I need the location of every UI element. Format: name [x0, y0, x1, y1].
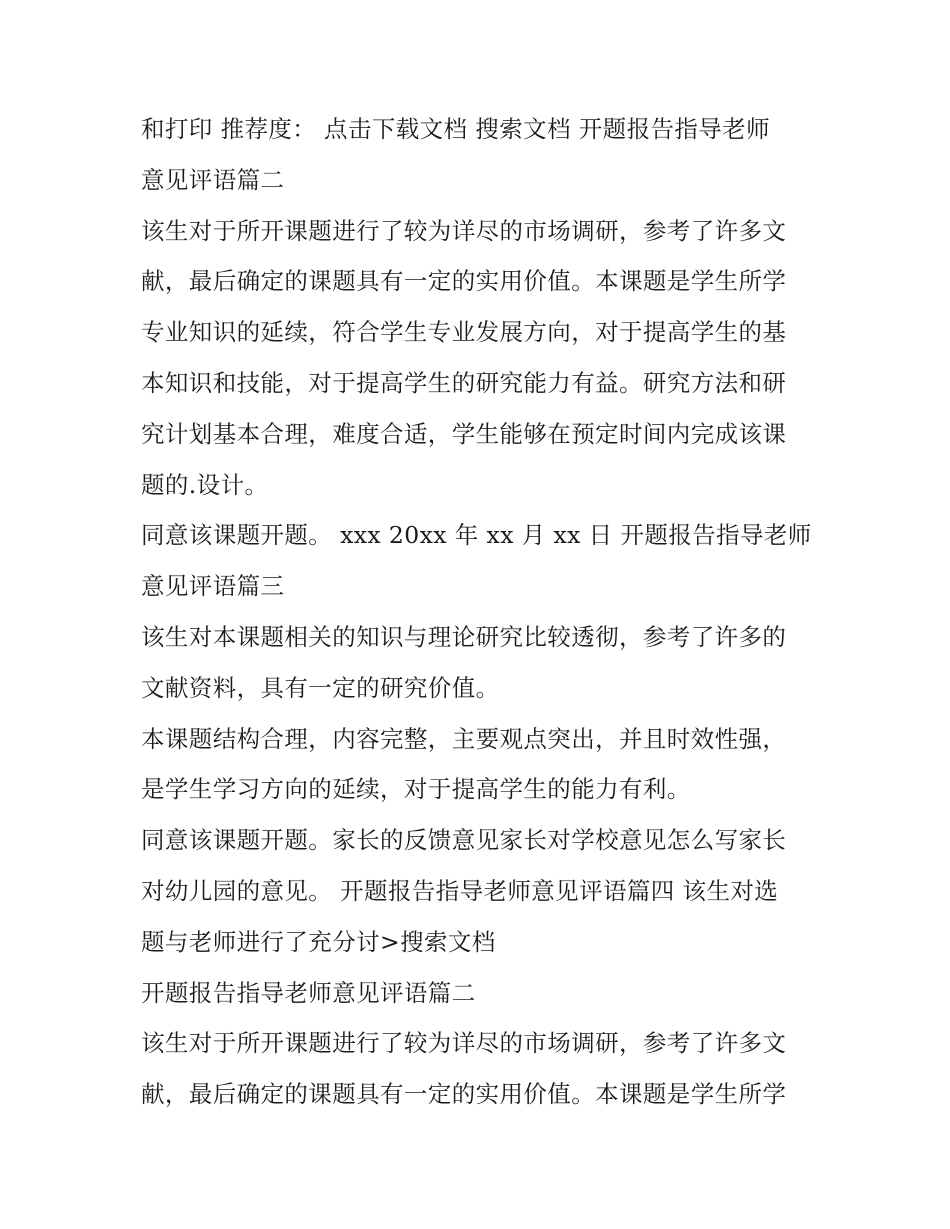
text-line: 专业知识的延续，符合学生专业发展方向，对于提高学生的基: [141, 318, 787, 347]
text-line: 该生对于所开课题进行了较为详尽的市场调研，参考了许多文: [141, 1029, 787, 1058]
text-line: 意见评语篇三: [141, 572, 285, 601]
text-line: 同意该课题开题。 xxx 20xx 年 xx 月 xx 日 开题报告指导老师: [141, 521, 812, 550]
text-line: 究计划基本合理，难度合适，学生能够在预定时间内完成该课: [141, 419, 787, 448]
text-line: 该生对本课题相关的知识与理论研究比较透彻，参考了许多的: [141, 622, 787, 651]
text-line: 献，最后确定的课题具有一定的实用价值。本课题是学生所学: [141, 1080, 787, 1109]
text-line: 文献资料，具有一定的研究价值。: [141, 673, 500, 702]
text-line: 对幼儿园的意见。 开题报告指导老师意见评语篇四 该生对选: [141, 876, 779, 905]
text-line: 本课题结构合理，内容完整，主要观点突出，并且时效性强，: [141, 724, 787, 753]
text-line: 题的.设计。: [141, 470, 269, 499]
document-body: [141, 104, 821, 1120]
text-line: 意见评语篇二: [141, 165, 285, 194]
text-line: 本知识和技能，对于提高学生的研究能力有益。研究方法和研: [141, 368, 787, 397]
text-line: 献，最后确定的课题具有一定的实用价值。本课题是学生所学: [141, 267, 787, 296]
text-line: 和打印 推荐度： 点击下载文档 搜索文档 开题报告指导老师: [141, 115, 770, 143]
text-line: 该生对于所开课题进行了较为详尽的市场调研，参考了许多文: [141, 216, 787, 245]
text-line: 是学生学习方向的延续，对于提高学生的能力有利。: [141, 775, 691, 804]
text-line: 题与老师进行了充分讨>搜索文档: [141, 927, 496, 956]
text-line: 开题报告指导老师意见评语篇二: [141, 978, 476, 1007]
text-line: 同意该课题开题。家长的反馈意见家长对学校意见怎么写家长: [141, 826, 787, 855]
